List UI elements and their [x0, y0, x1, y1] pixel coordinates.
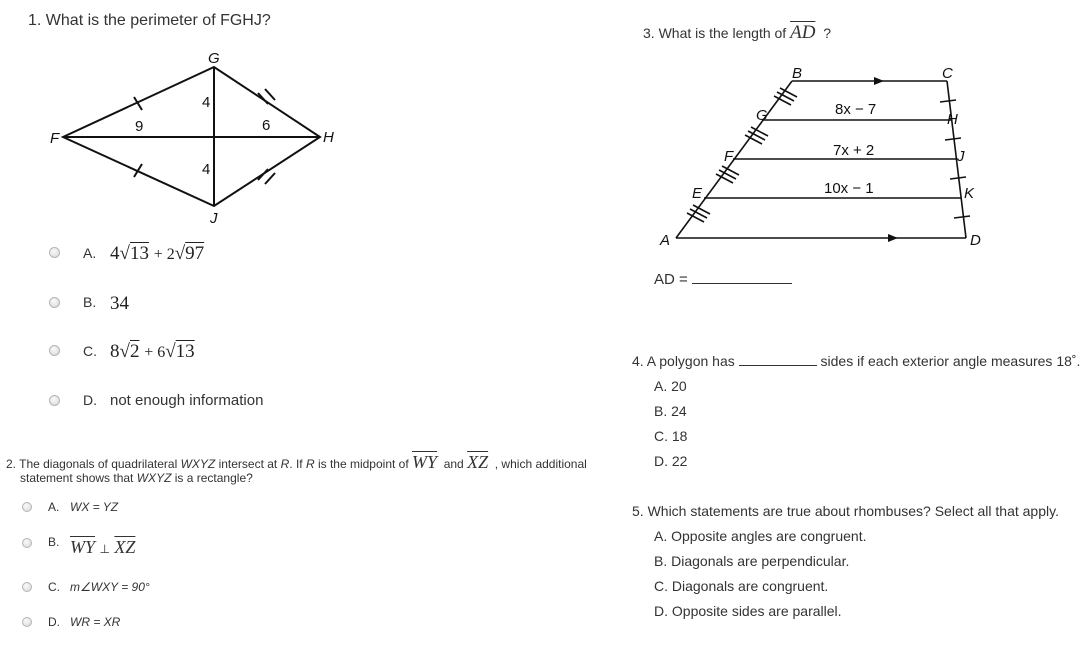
q1-option-c-expression: 8√2 + 6√13: [110, 341, 195, 362]
q2-option-c-text: m∠WXY = 90°: [70, 580, 150, 594]
question-4-prompt: 4. A polygon has sides if each exterior angle measures 18˚.: [632, 353, 1081, 369]
point-c: C: [942, 65, 953, 82]
point-d: D: [970, 232, 981, 249]
question-2-prompt-line2: statement shows that WXYZ is a rectangle?: [20, 471, 253, 485]
point-g: G: [756, 107, 768, 124]
q2-option-a-letter: A.: [48, 500, 60, 514]
segment-ad: $\overline{AD}$: [790, 22, 816, 43]
q2-option-b-letter: B.: [48, 535, 60, 549]
q1-option-d-radio[interactable]: [49, 395, 60, 406]
q3-answer-blank[interactable]: [692, 269, 792, 284]
question-5-prompt: 5. Which statements are true about rhombuses? Select all that apply.: [632, 503, 1059, 519]
question-1-prompt: 1. What is the perimeter of FGHJ?: [28, 12, 271, 29]
q1-option-a-letter: A.: [83, 245, 97, 261]
q5-option-b[interactable]: B. Diagonals are perpendicular.: [654, 553, 850, 569]
q5-option-a[interactable]: A. Opposite angles are congruent.: [654, 528, 867, 544]
vertex-f: F: [50, 130, 60, 147]
kite-figure: [40, 45, 340, 230]
coef: 8: [110, 341, 120, 362]
segment-xz: $\overline{XZ}$: [467, 452, 489, 472]
q1-option-c-radio[interactable]: [49, 345, 60, 356]
q1-option-c-letter: C.: [83, 343, 97, 359]
q1-option-a-radio[interactable]: [49, 247, 60, 258]
segment-xz: $\overline{XZ}$: [114, 537, 136, 557]
question-3-prompt: 3. What is the length of $\overline{AD}$ ?: [643, 22, 831, 43]
segment-wy: $\overline{WY}$: [70, 537, 96, 557]
q2-option-a-text: WX = YZ: [70, 500, 119, 514]
q1-option-b-radio[interactable]: [49, 297, 60, 308]
plus-term: + 2: [153, 246, 175, 263]
q2-option-c-radio[interactable]: [22, 582, 32, 592]
point-a: A: [660, 232, 671, 249]
q2-option-d-radio[interactable]: [22, 617, 32, 627]
q4-option-b[interactable]: B. 24: [654, 403, 687, 419]
q4-option-d[interactable]: D. 22: [654, 453, 688, 469]
vertex-g: G: [208, 50, 220, 67]
point-f: F: [724, 148, 734, 165]
q4-option-a[interactable]: A. 20: [654, 378, 687, 394]
segment-wy: $\overline{WY}$: [412, 452, 438, 472]
q5-option-d[interactable]: D. Opposite sides are parallel.: [654, 603, 842, 619]
label-rh: 6: [262, 117, 271, 134]
label-gr: 4: [202, 94, 211, 111]
q4-answer-blank[interactable]: [739, 353, 817, 366]
q5-option-c[interactable]: C. Diagonals are congruent.: [654, 578, 829, 594]
perpendicular-symbol: ⊥: [99, 542, 110, 556]
label-ek: 10x − 1: [824, 180, 874, 197]
trapezoid-figure: [650, 60, 995, 255]
q2-option-b-expression: [70, 537, 135, 558]
label-fj: 7x + 2: [833, 142, 875, 159]
q1-option-d-letter: D.: [83, 392, 97, 408]
vertex-j: J: [210, 210, 218, 227]
vertex-h: H: [323, 129, 334, 146]
label-fr: 9: [135, 118, 144, 135]
q1-option-b-letter: B.: [83, 294, 97, 310]
q1-option-a-expression: 4√13 + 2√97: [110, 243, 205, 264]
point-b: B: [792, 65, 803, 82]
label-gh: 8x − 7: [835, 101, 877, 118]
radicand: 2: [129, 341, 140, 362]
point-h: H: [947, 111, 958, 128]
point-e: E: [692, 185, 703, 202]
q2-option-b-radio[interactable]: [22, 538, 32, 548]
label-rj: 4: [202, 161, 211, 178]
radicand: 13: [129, 243, 149, 264]
q2-option-c-letter: C.: [48, 580, 60, 594]
radicand: 97: [185, 243, 205, 264]
q2-option-a-radio[interactable]: [22, 502, 32, 512]
q1-option-d-text: not enough information: [110, 392, 264, 409]
question-2-prompt-line1: 2. The diagonals of quadrilateral WXYZ intersect at R. If R is the midpoint of $\overline{WY}$ and $\overline{XZ}$ , which additional: [6, 452, 587, 472]
q3-answer-label: AD =: [654, 271, 688, 288]
coef: 4: [110, 243, 120, 264]
point-k: K: [964, 185, 975, 202]
plus-term: + 6: [144, 344, 166, 361]
q2-option-d-text: WR = XR: [70, 615, 121, 629]
point-j: J: [957, 148, 965, 165]
q3-answer-line: [654, 269, 792, 288]
radicand: 13: [175, 341, 195, 362]
q4-option-c[interactable]: C. 18: [654, 428, 688, 444]
q1-option-b-expression: 34: [110, 293, 129, 314]
q2-option-d-letter: D.: [48, 615, 60, 629]
